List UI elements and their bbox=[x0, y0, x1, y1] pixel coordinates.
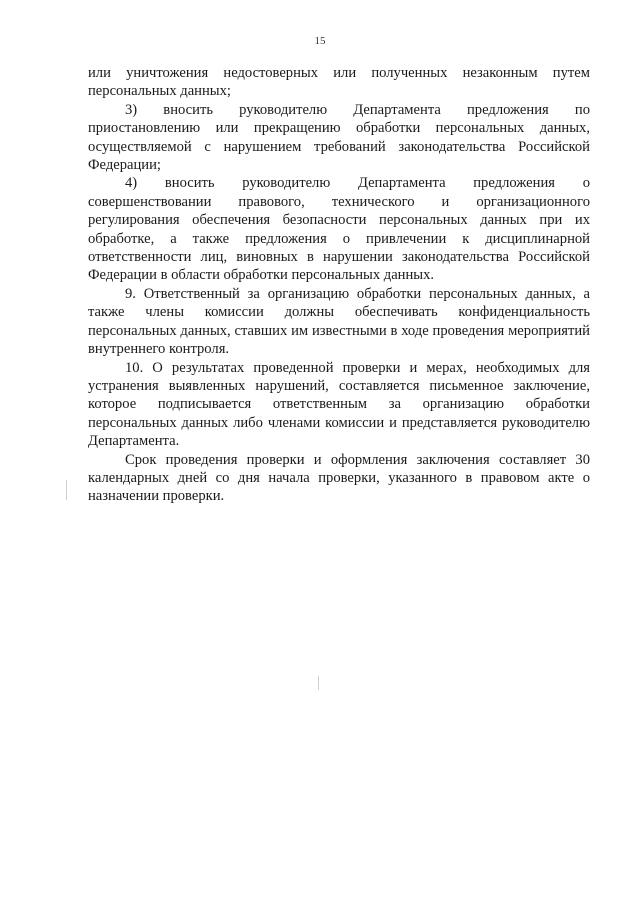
scan-artifact-left bbox=[66, 480, 67, 500]
scan-artifact-bottom bbox=[318, 676, 319, 690]
paragraph-deadline: Срок проведения проверки и оформления заключения составляет 30 календарных дней со дня начала проверки, указанного в правовом акте о назначении проверки. bbox=[88, 451, 590, 505]
paragraph-clause-9: 9. Ответственный за организацию обработки персональных данных, а также члены комиссии должны обеспечивать конфиденциальность персональных данных, ставших им известными в ходе проведения мероприятий внутреннего контроля. bbox=[88, 285, 590, 358]
paragraph-item-3: 3) вносить руководителю Департамента предложения по приостановлению или прекращению обработки персональных данных, осуществляемой с нарушением требований законодательства Российской Федерации; bbox=[88, 101, 590, 174]
paragraph-continuation: или уничтожения недостоверных или полученных незаконным путем персональных данных; bbox=[88, 65, 590, 100]
page-number: 15 bbox=[314, 35, 326, 47]
paragraph-clause-10: 10. О результатах проведенной проверки и мерах, необходимых для устранения выявленных нарушений, составляется письменное заключение, которое подписывается ответственным за организацию обработки персональных данных либо членами комиссии и представляется руководителю Департамента. bbox=[88, 359, 590, 450]
document-body bbox=[88, 64, 590, 506]
paragraph-item-4: 4) вносить руководителю Департамента предложения о совершенствовании правового, технического и организационного регулирования обеспечения безопасности персональных данных при их обработке, а также предложения о привлечении к дисциплинарной ответственности лиц, виновных в нарушении законодательства Российской Федерации в области обработки персональных данных. bbox=[88, 175, 590, 284]
